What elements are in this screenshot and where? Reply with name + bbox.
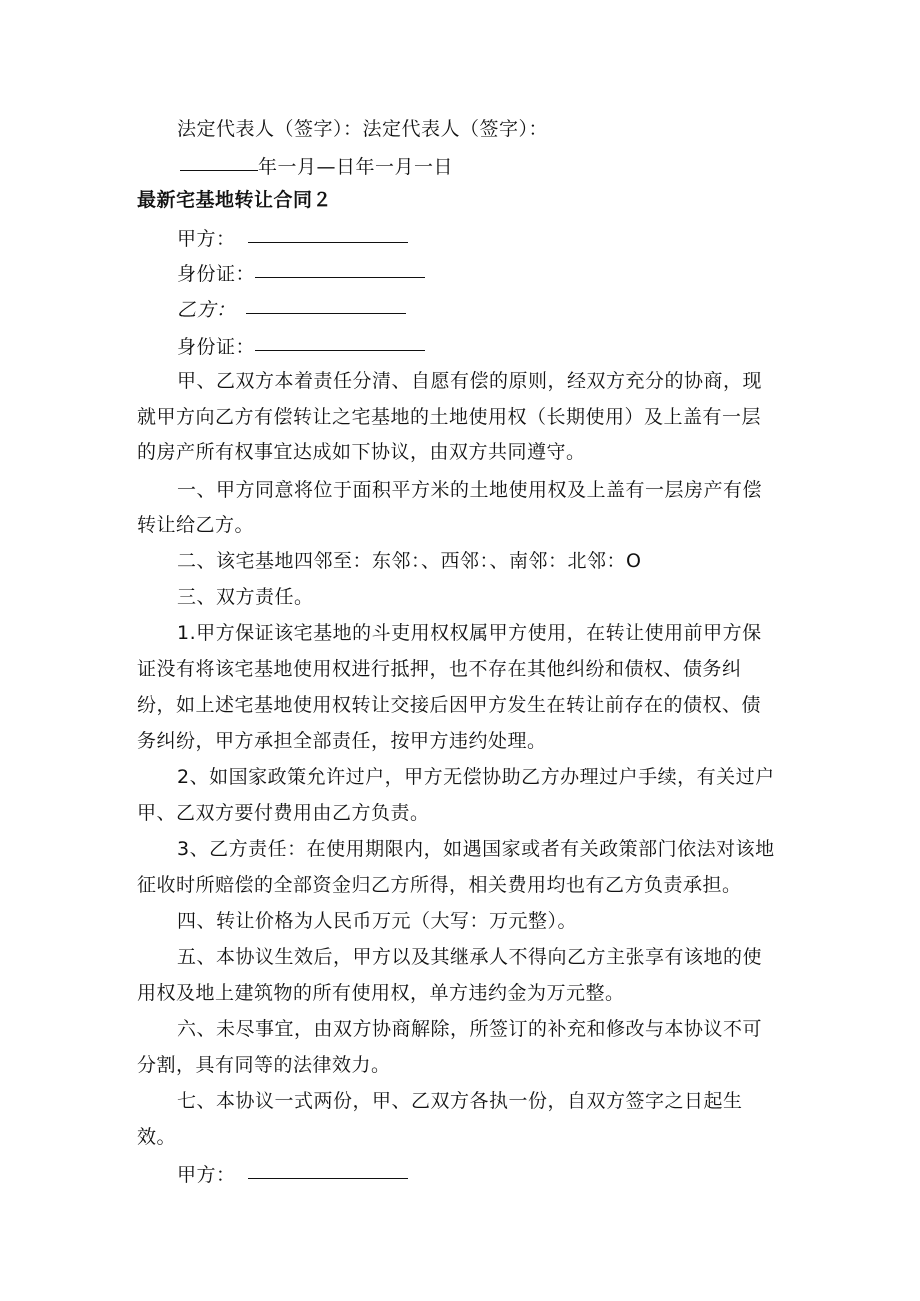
- id-blank-2: [255, 330, 425, 351]
- clause-5-line-1: 五、本协议生效后，甲方以及其继承人不得向乙方主张享有该地的使: [177, 946, 763, 968]
- footer-party-a-blank: [248, 1158, 408, 1179]
- clause-5-line-2: 用权及地上建筑物的所有使用权，单方违约金为万元整。: [137, 982, 625, 1004]
- party-b-blank: [246, 293, 406, 314]
- intro-line-2: 就甲方向乙方有偿转让之宅基地的土地使用权（长期使用）及上盖有一层: [137, 406, 762, 428]
- footer-party-a-label: 甲方：: [177, 1164, 236, 1186]
- signature-rep-text: 法定代表人（签字）：法定代表人（签字）：: [177, 118, 549, 140]
- clause-3-3-line-1: 3、乙方责任：在使用期限内，如遇国家或者有关政策部门依法对该地: [177, 838, 775, 860]
- signature-date-text: 年一月—日年一月一日: [258, 156, 454, 178]
- clause-1-line-1: 一、甲方同意将位于面积平方米的土地使用权及上盖有一层房产有偿: [177, 479, 763, 501]
- party-a-label: 甲方：: [177, 228, 236, 250]
- clause-3-1-line-4: 务纠纷，甲方承担全部责任，按甲方违约处理。: [137, 730, 547, 752]
- clause-3-1-line-1: 1.甲方保证该宅基地的斗吏用权权属甲方使用，在转让使用前甲方保: [177, 622, 762, 644]
- id-blank-1: [255, 257, 425, 278]
- clause-3-1-line-3: 纷，如上述宅基地使用权转让交接后因甲方发生在转让前存在的债权、债: [137, 694, 762, 716]
- intro-line-3: 的房产所有权事宜达成如下协议，由双方共同遵守。: [137, 441, 586, 463]
- clause-3-1-line-2: 证没有将该宅基地使用权进行抵押，也不存在其他纠纷和债权、债务纠: [137, 658, 742, 680]
- party-a-row: [177, 224, 408, 252]
- id-label-2: 身份证：: [177, 336, 256, 358]
- clause-7-line-1: 七、本协议一式两份，甲、乙双方各执一份，自双方签字之日起生: [177, 1090, 743, 1112]
- clause-3-2-line-2: 甲、乙双方要付费用由乙方负责。: [137, 802, 430, 824]
- clause-6-line-2: 分割，具有同等的法律效力。: [137, 1054, 391, 1076]
- clause-6-line-1: 六、未尽事宜，由双方协商解除，所签订的补充和修改与本协议不可: [177, 1018, 763, 1040]
- id-label-1: 身份证：: [177, 263, 256, 285]
- clause-3-3-line-2: 征收时所赔偿的全部资金归乙方所得，相关费用均也有乙方负责承担。: [137, 874, 742, 896]
- party-a-blank: [248, 222, 408, 243]
- clause-4: 四、转让价格为人民币万元（大写：万元整）。: [177, 910, 578, 932]
- signature-rep-line: [177, 116, 548, 142]
- party-b-label: 乙方：: [177, 299, 236, 321]
- footer-party-a-row: [177, 1160, 408, 1188]
- clause-3: 三、双方责任。: [177, 586, 314, 608]
- id-row-2: [177, 332, 425, 360]
- clause-7-line-2: 效。: [137, 1126, 177, 1148]
- clause-3-2-line-1: 2、如国家政策允许过户，甲方无偿协助乙方办理过户手续，有关过户: [177, 766, 775, 788]
- contract-title: 最新宅基地转让合同２: [137, 189, 333, 211]
- date-blank: [180, 150, 258, 171]
- clause-1-line-2: 转让给乙方。: [137, 514, 255, 536]
- id-row-1: [177, 259, 425, 287]
- party-b-row: [177, 295, 406, 323]
- intro-line-1: 甲、乙双方本着责任分清、自愿有偿的原则，经双方充分的协商，现: [177, 370, 763, 392]
- signature-date-line: [180, 152, 453, 180]
- clause-2: 二、该宅基地四邻至：东邻：、西邻：、南邻：北邻：O: [177, 550, 642, 572]
